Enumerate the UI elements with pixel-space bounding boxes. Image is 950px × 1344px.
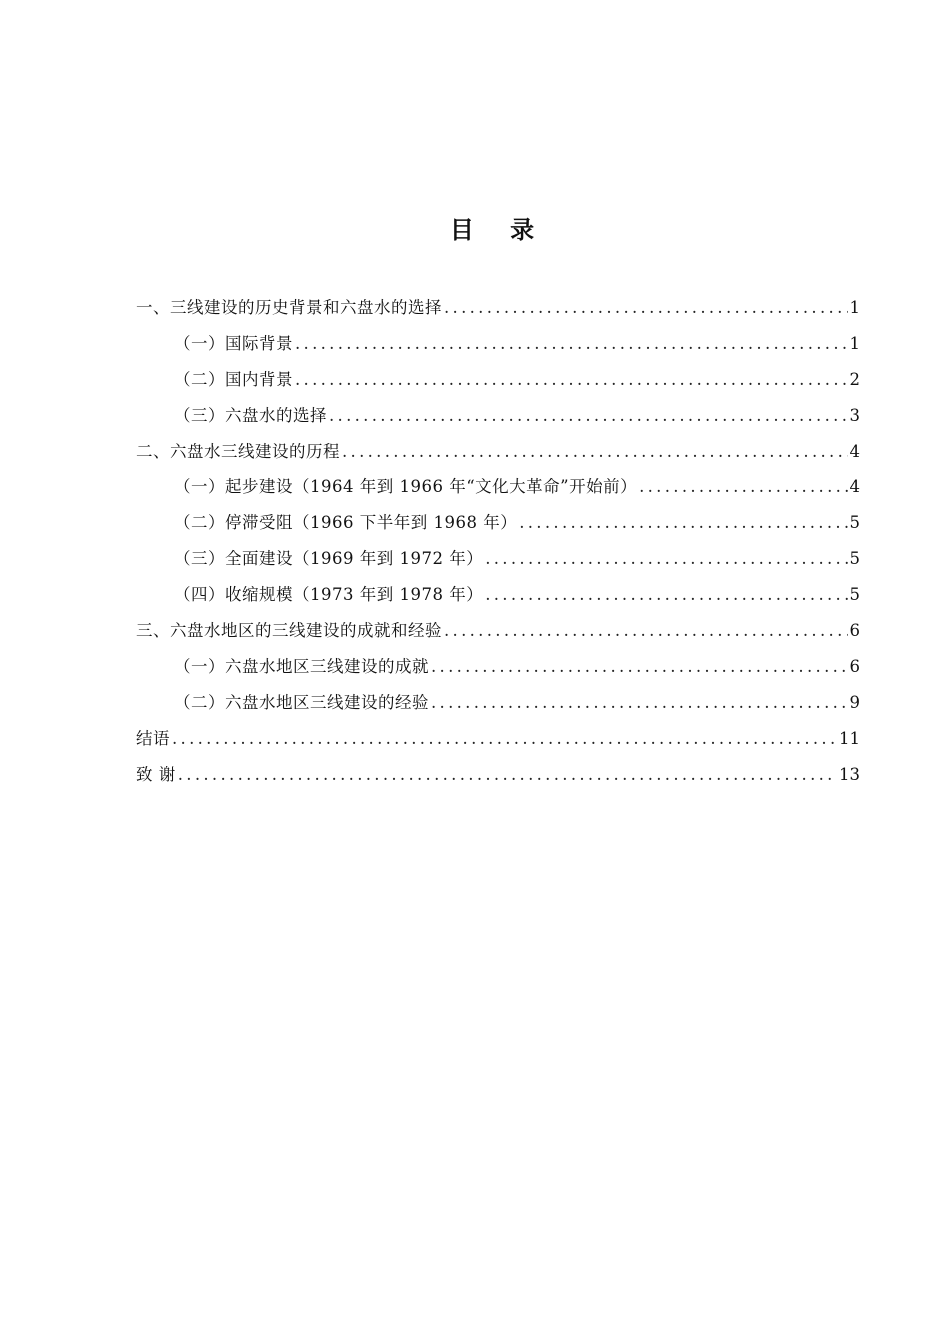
toc-entry-label: （一）国际背景 [174, 333, 293, 353]
dot-leader [431, 649, 848, 685]
dot-leader [295, 326, 848, 362]
toc-entry-page: 5 [849, 513, 860, 533]
dot-leader [329, 398, 848, 434]
dot-leader [178, 757, 837, 793]
toc-entry-subsection [136, 326, 860, 362]
dot-leader [519, 505, 847, 541]
toc-entry-subsection [136, 577, 860, 613]
toc-entry-label: （一）六盘水地区三线建设的成就 [174, 656, 429, 676]
toc-entry-page: 2 [849, 369, 860, 389]
dot-leader [342, 434, 848, 470]
toc-entry-subsection [136, 649, 860, 685]
dot-leader [444, 290, 848, 326]
toc-entry-label: 二、六盘水三线建设的历程 [136, 441, 340, 461]
toc-entry-label: （一）起步建设（1964 年到 1966 年“文化大革命”开始前） [174, 477, 638, 497]
toc-entry-subsection [136, 362, 860, 398]
toc-entry-label: （四）收缩规模（1973 年到 1978 年） [174, 585, 484, 605]
toc-entry-label: （三）全面建设（1969 年到 1972 年） [174, 549, 484, 569]
toc-entry-page: 1 [849, 333, 860, 353]
dot-leader [295, 362, 848, 398]
toc-entry-page: 1 [849, 298, 860, 317]
toc-entry-label: （二）六盘水地区三线建设的经验 [174, 692, 429, 712]
dot-leader [431, 685, 848, 721]
table-of-contents [136, 290, 860, 792]
dot-leader [172, 721, 837, 757]
dot-leader [444, 613, 848, 649]
toc-entry-page: 3 [849, 405, 860, 425]
toc-entry-page: 4 [849, 477, 860, 497]
toc-entry-label: 结语 [136, 728, 170, 748]
toc-entry-subsection [136, 541, 860, 577]
toc-entry-label: 一、三线建设的历史背景和六盘水的选择 [136, 298, 442, 317]
toc-entry-page: 4 [849, 441, 860, 461]
toc-entry-subsection [136, 469, 860, 505]
toc-entry-section-3 [136, 613, 860, 649]
toc-entry-page: 9 [849, 692, 860, 712]
toc-entry-label: （二）国内背景 [174, 369, 293, 389]
toc-entry-subsection [136, 398, 860, 434]
toc-entry-label: 三、六盘水地区的三线建设的成就和经验 [136, 621, 442, 641]
toc-entry-label: 致 谢 [136, 764, 176, 784]
toc-entry-page: 11 [839, 728, 860, 748]
toc-title: 目 录 [449, 216, 549, 244]
dot-leader [485, 541, 847, 577]
dot-leader [485, 577, 847, 613]
dot-leader [639, 469, 847, 505]
toc-entry-label: （三）六盘水的选择 [174, 405, 327, 425]
toc-entry-subsection [136, 505, 860, 541]
toc-entry-page: 6 [849, 621, 860, 641]
toc-entry-section-2 [136, 434, 860, 470]
toc-entry-page: 6 [849, 656, 860, 676]
toc-entry-page: 5 [849, 585, 860, 605]
toc-entry-subsection [136, 685, 860, 721]
toc-entry-conclusion [136, 721, 860, 757]
toc-entry-acknowledgements [136, 757, 860, 793]
toc-entry-section-1 [136, 290, 860, 326]
toc-entry-page: 13 [839, 764, 860, 784]
toc-entry-page: 5 [849, 549, 860, 569]
toc-entry-label: （二）停滞受阻（1966 下半年到 1968 年） [174, 513, 518, 533]
